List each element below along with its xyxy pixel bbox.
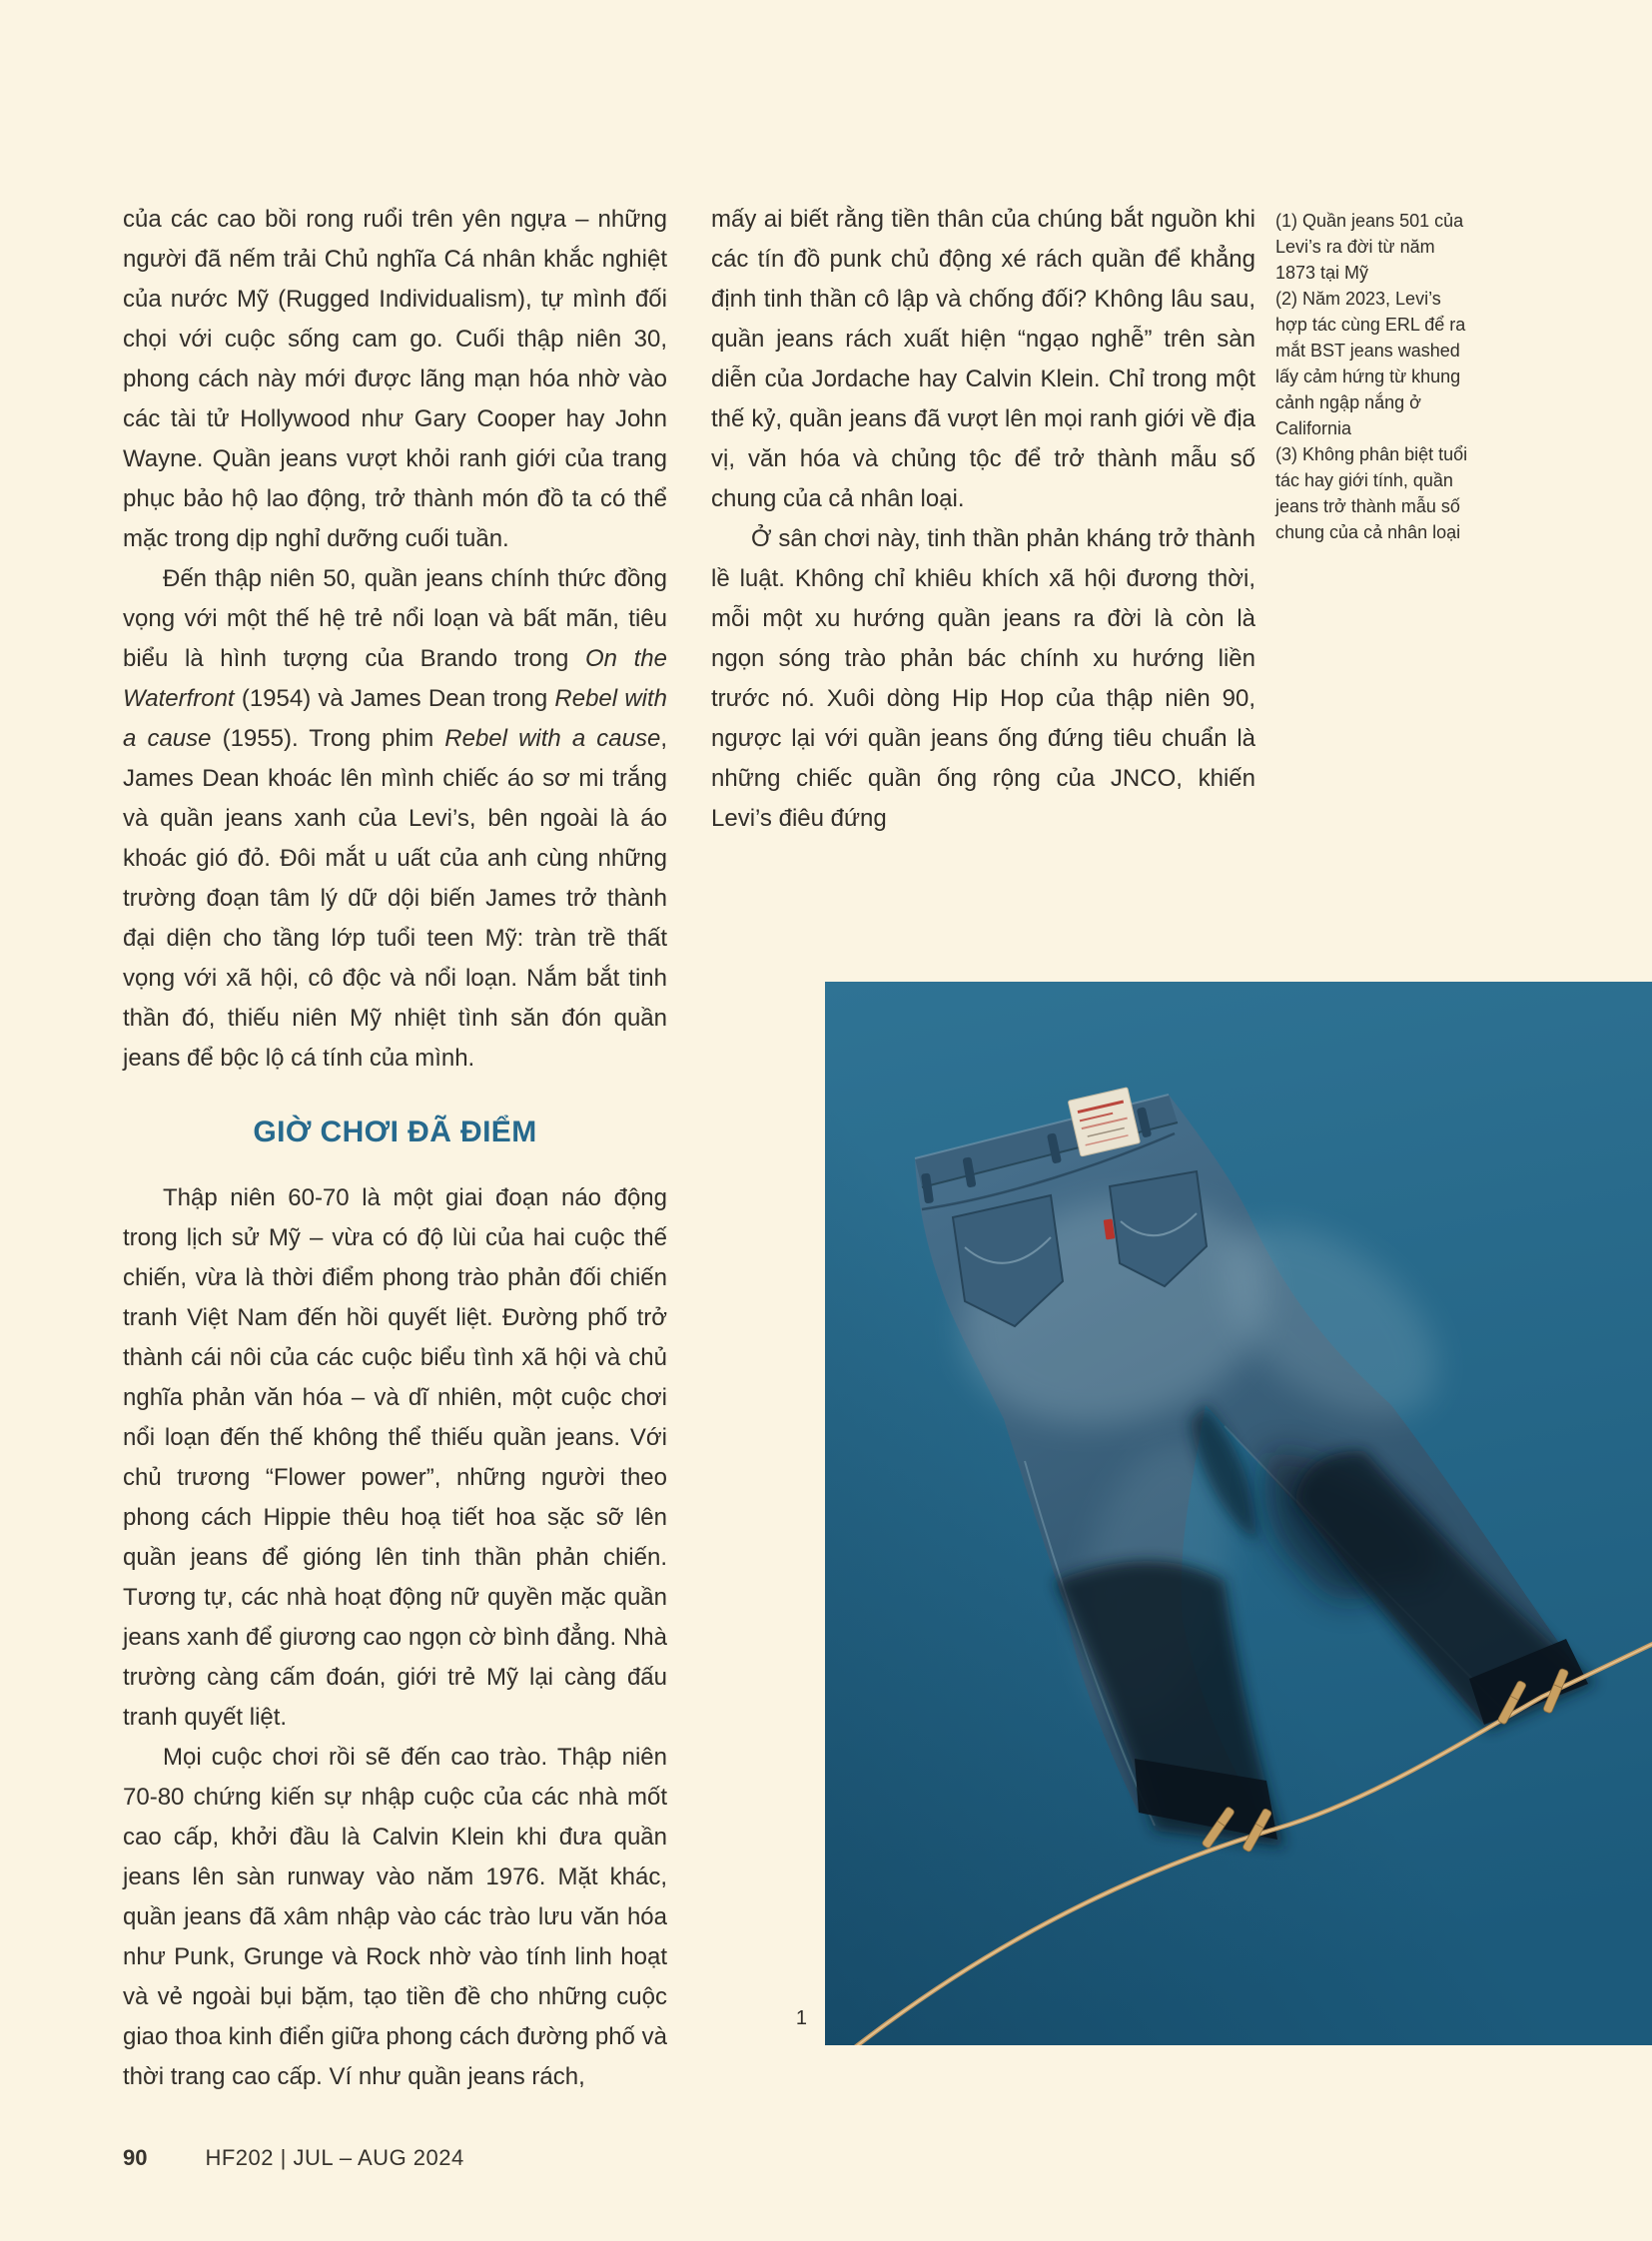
- page-footer: [123, 2145, 464, 2171]
- section-heading: GIỜ CHƠI ĐÃ ĐIỂM: [253, 1116, 537, 1148]
- issue-label: HF202 | JUL – AUG 2024: [205, 2145, 464, 2170]
- body-paragraph: Đến thập niên 50, quần jeans chính thức đồng vọng với một thế hệ trẻ nổi loạn và bất mãn, tiêu biểu là hình tượng của Brando trong On the Waterfront (1954) và James Dean trong Rebel with a cause (1955). Trong phim Rebel with a cause, James Dean khoác lên mình chiếc áo sơ mi trắng và quần jeans xanh của Levi’s, bên ngoài là áo khoác gió đỏ. Đôi mắt u uất của anh cùng những trường đoạn tâm lý dữ dội biến James trở thành đại diện cho tầng lớp tuổi teen Mỹ: tràn trề thất vọng với xã hội, cô độc và nổi loạn. Nắm bắt tinh thần đó, thiếu niên Mỹ nhiệt tình săn đón quần jeans để bộc lộ cá tính của mình.: [123, 565, 668, 1072]
- page-number: 90: [123, 2145, 148, 2170]
- body-paragraph: Mọi cuộc chơi rồi sẽ đến cao trào. Thập niên 70-80 chứng kiến sự nhập cuộc của các nhà mốt cao cấp, khởi đầu là Calvin Klein khi đưa quần jeans lên sàn runway vào năm 1976. Mặt khác, quần jeans đã xâm nhập vào các trào lưu văn hóa như Punk, Grunge và Rock nhờ vào tính linh hoạt và vẻ ngoài bụi bặm, tạo tiền đề cho những cuộc giao thoa kinh điển giữa phong cách đường phố và thời trang cao cấp. Ví như quần jeans rách,: [123, 1744, 667, 2090]
- left-column: [123, 200, 667, 2097]
- body-paragraph: Ở sân chơi này, tinh thần phản kháng trở thành lề luật. Không chỉ khiêu khích xã hội đương thời, mỗi một xu hướng quần jeans ra đời là còn là ngọn sóng trào phản bác chính xu hướng liền trước nó. Xuôi dòng Hip Hop của thập niên 90, ngược lại với quần jeans ống đứng tiêu chuẩn là những chiếc quần ống rộng của JNCO, khiến Levi’s điêu đứng: [711, 525, 1255, 832]
- body-paragraph: Thập niên 60-70 là một giai đoạn náo động trong lịch sử Mỹ – vừa có độ lùi của hai cuộc thế chiến, vừa là thời điểm phong trào phản đối chiến tranh Việt Nam đến hồi quyết liệt. Đường phố trở thành cái nôi của các cuộc biểu tình xã hội và chủ nghĩa phản văn hóa – và dĩ nhiên, một cuộc chơi nổi loạn đến thế không thể thiếu quần jeans. Với chủ trương “Flower power”, những người theo phong cách Hippie thêu hoạ tiết hoa sặc sỡ lên quần jeans để gióng lên tinh thần phản chiến. Tương tự, các nhà hoạt động nữ quyền mặc quần jeans xanh để giương cao ngọn cờ bình đẳng. Nhà trường càng cấm đoán, giới trẻ Mỹ lại càng đấu tranh quyết liệt.: [123, 1184, 667, 1731]
- body-paragraph: mấy ai biết rằng tiền thân của chúng bắt nguồn khi các tín đồ punk chủ động xé rách quần để khẳng định tinh thần cô lập và chống đối? Không lâu sau, quần jeans rách xuất hiện “ngạo nghễ” trên sàn diễn của Jordache hay Calvin Klein. Chỉ trong một thế kỷ, quần jeans đã vượt lên mọi ranh giới về địa vị, văn hóa và chủng tộc để trở thành mẫu số chung của cả nhân loại.: [711, 206, 1255, 512]
- figure-number: 1: [795, 2007, 807, 2029]
- body-paragraph: của các cao bồi rong ruổi trên yên ngựa – những người đã nếm trải Chủ nghĩa Cá nhân khắc nghiệt của nước Mỹ (Rugged Individualism), tự mình đối chọi với cuộc sống cam go. Cuối thập niên 30, phong cách này mới được lãng mạn hóa nhờ vào các tài tử Hollywood như Gary Cooper hay John Wayne. Quần jeans vượt khỏi ranh giới của trang phục bảo hộ lao động, trở thành món đồ ta có thể mặc trong dịp nghỉ dưỡng cuối tuần.: [123, 206, 667, 552]
- photo-note-1: (1) Quần jeans 501 của Levi’s ra đời từ năm 1873 tại Mỹ: [1275, 211, 1464, 283]
- photo-note-3: (3) Không phân biệt tuổi tác hay giới tính, quần jeans trở thành mẫu số chung của cả nhân loại: [1275, 444, 1468, 542]
- jeans-photo-illustration: [825, 982, 1652, 2045]
- jeans-clothesline-photo: [825, 982, 1652, 2045]
- middle-column: [711, 200, 1255, 839]
- photo-note-2: (2) Năm 2023, Levi’s hợp tác cùng ERL để ra mắt BST jeans washed lấy cảm hứng từ khung cảnh ngập nắng ở California: [1275, 289, 1466, 438]
- photo-notes-sidebar: [1275, 208, 1473, 545]
